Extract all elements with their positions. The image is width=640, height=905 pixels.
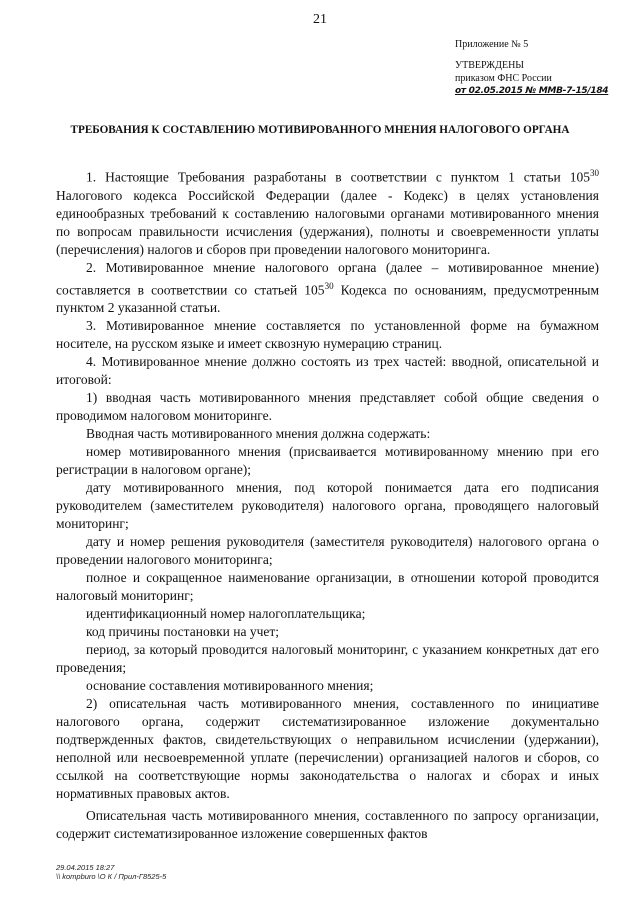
paragraph: 2) описательная часть мотивированного мнения, составленного по инициативе налогового органа, содержит систематизированное изложение документально подтвержденных фактов, свидетельствующих о неправильном исчислении (удержании), неполной или несвоевременной уплате (перечислении) организацией налогов и сборов, со ссылкой на соответствующие нормы законодательства о налогах и сборах и иных нормативных правовых актов.: [56, 696, 599, 801]
paragraph: идентификационный номер налогоплательщика;: [86, 606, 366, 621]
document-body: [56, 164, 599, 843]
paragraph: Описательная часть мотивированного мнения, составленного по запросу организации, содержит систематизированное изложение совершенных фактов: [56, 808, 599, 841]
order-date-number: от 02.05.2015 № ММВ-7-15/184: [455, 86, 609, 96]
paragraph: 3. Мотивированное мнение составляется по установленной форме на бумажном носителе, на русском языке и имеет сквозную нумерацию страниц.: [56, 318, 599, 351]
order-label: приказом ФНС России: [455, 73, 552, 84]
document-title: ТРЕБОВАНИЯ К СОСТАВЛЕНИЮ МОТИВИРОВАННОГО МНЕНИЯ НАЛОГОВОГО ОРГАНА: [70, 124, 570, 136]
paragraph: период, за который проводится налоговый мониторинг, с указанием конкретных дат его проведения;: [56, 642, 599, 675]
footer-stamp: [56, 863, 166, 881]
paragraph: код причины постановки на учет;: [86, 624, 280, 639]
paragraph: 1. Настоящие Требования разработаны в соответствии с пунктом 1 статьи $105^{30}$ Налогового кодекса Российской Федерации (далее - Кодекс) в целях установления единообразных требований к составлению налоговыми органами мотивированного мнения по вопросам правильности исчисления (удержания), полноты и своевременности уплаты (перечисления) налогов и сборов при проведении налогового мониторинга.: [56, 168, 599, 257]
footer-file-path: \\ kompburo \О К / Прил-Г8525-5: [56, 872, 167, 881]
page-number: 21: [313, 12, 327, 27]
paragraph: 1) вводная часть мотивированного мнения представляет собой общие сведения о проводимом налоговом мониторинге.: [56, 390, 599, 423]
paragraph: Вводная часть мотивированного мнения должна содержать:: [86, 426, 431, 441]
paragraph: номер мотивированного мнения (присваивается мотивированному мнению при его регистрации в налоговом органе);: [56, 444, 599, 477]
footer-timestamp: 29.04.2015 18:27: [56, 863, 115, 872]
appendix-label: Приложение № 5: [455, 39, 529, 50]
appendix-block: [455, 38, 640, 98]
paragraph: 4. Мотивированное мнение должно состоять из трех частей: вводной, описательной и итоговой:: [56, 354, 599, 387]
paragraph: дату мотивированного мнения, под которой понимается дата его подписания руководителем (заместителем руководителя) налогового органа, проводящего налоговый мониторинг;: [56, 480, 599, 531]
paragraph: основание составления мотивированного мнения;: [86, 678, 374, 693]
paragraph: полное и сокращенное наименование организации, в отношении которой проводится налоговый мониторинг;: [56, 570, 599, 603]
paragraph: дату и номер решения руководителя (заместителя руководителя) налогового органа о проведении налогового мониторинга;: [56, 534, 599, 567]
approved-label: УТВЕРЖДЕНЫ: [455, 60, 525, 71]
paragraph: 2. Мотивированное мнение налогового органа (далее – мотивированное мнение) составляется в соответствии со статьей $105^{30}$ Кодекса по основаниям, предусмотренным пунктом 2 указанной статьи.: [56, 259, 599, 315]
